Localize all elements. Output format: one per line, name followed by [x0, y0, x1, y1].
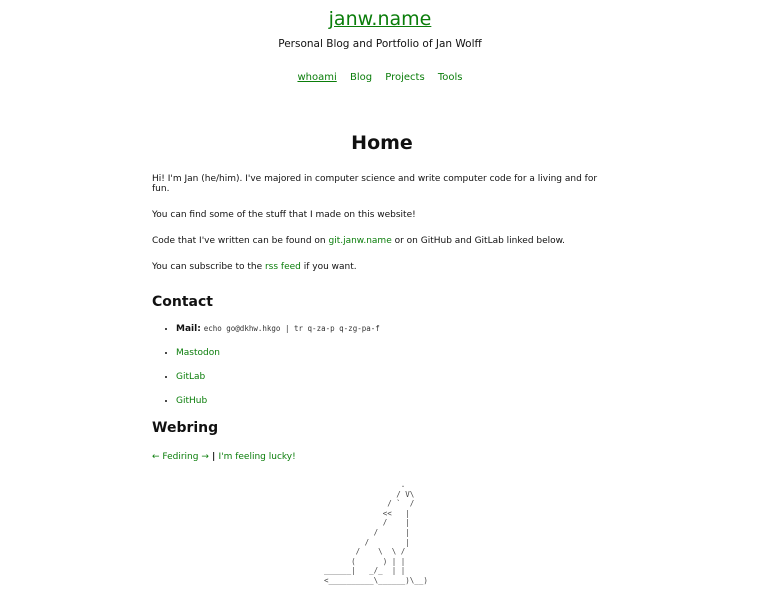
mail-code: echo go@dkhw.hkgo | tr q-za-p q-zg-pa-f [203, 324, 380, 333]
separator: | [208, 452, 219, 462]
text: or on GitHub and GitLab linked below. [391, 236, 566, 246]
nav-projects[interactable]: Projects [385, 72, 425, 83]
text: You can subscribe to the [152, 262, 265, 272]
site-subtitle: Personal Blog and Portfolio of Jan Wolff [278, 38, 482, 50]
contact-heading: Contact [152, 294, 213, 310]
webring-lucky-link[interactable]: I'm feeling lucky! [218, 452, 296, 462]
paragraph: You can find some of the stuff that I made on this website! [152, 210, 416, 220]
intro-text: Hi! I'm Jan (he/him). I've majored in computer science and write computer code for a living and for fun. [152, 174, 598, 194]
mail-label: Mail: [176, 324, 201, 334]
nav-whoami[interactable]: whoami [297, 72, 337, 83]
list-item [176, 348, 612, 358]
paragraph [152, 236, 612, 246]
site-title-link[interactable]: janw.name [328, 8, 432, 30]
github-link[interactable]: GitHub [176, 396, 208, 406]
text: if you want. [300, 262, 357, 272]
page-title: Home [351, 132, 413, 154]
mastodon-link[interactable]: Mastodon [176, 348, 220, 358]
webring-prev-link[interactable]: ← [152, 452, 160, 462]
text: Code that I've written can be found on [152, 236, 329, 246]
site-header [0, 0, 760, 83]
git-link[interactable]: git.janw.name [328, 236, 392, 246]
ascii-wolf-art: . / V\ / ` / << | / | / | / | / \ \ / ( ) | | ______| _/_ | | <__________\______)\__) [324, 480, 428, 585]
list-item [176, 324, 612, 334]
nav-blog[interactable]: Blog [349, 72, 373, 83]
list-item [176, 372, 612, 382]
webring-next-link[interactable]: → [201, 452, 209, 462]
webring [152, 452, 612, 462]
main-content [152, 128, 612, 462]
webring-name-link[interactable]: Fediring [162, 452, 199, 462]
main-nav [0, 72, 760, 83]
rss-link[interactable]: rss feed [264, 262, 301, 272]
contact-list [152, 324, 612, 406]
webring-heading: Webring [152, 420, 219, 436]
gitlab-link[interactable]: GitLab [176, 372, 206, 382]
paragraph [152, 262, 612, 272]
list-item [176, 396, 612, 406]
nav-tools[interactable]: Tools [437, 72, 463, 83]
